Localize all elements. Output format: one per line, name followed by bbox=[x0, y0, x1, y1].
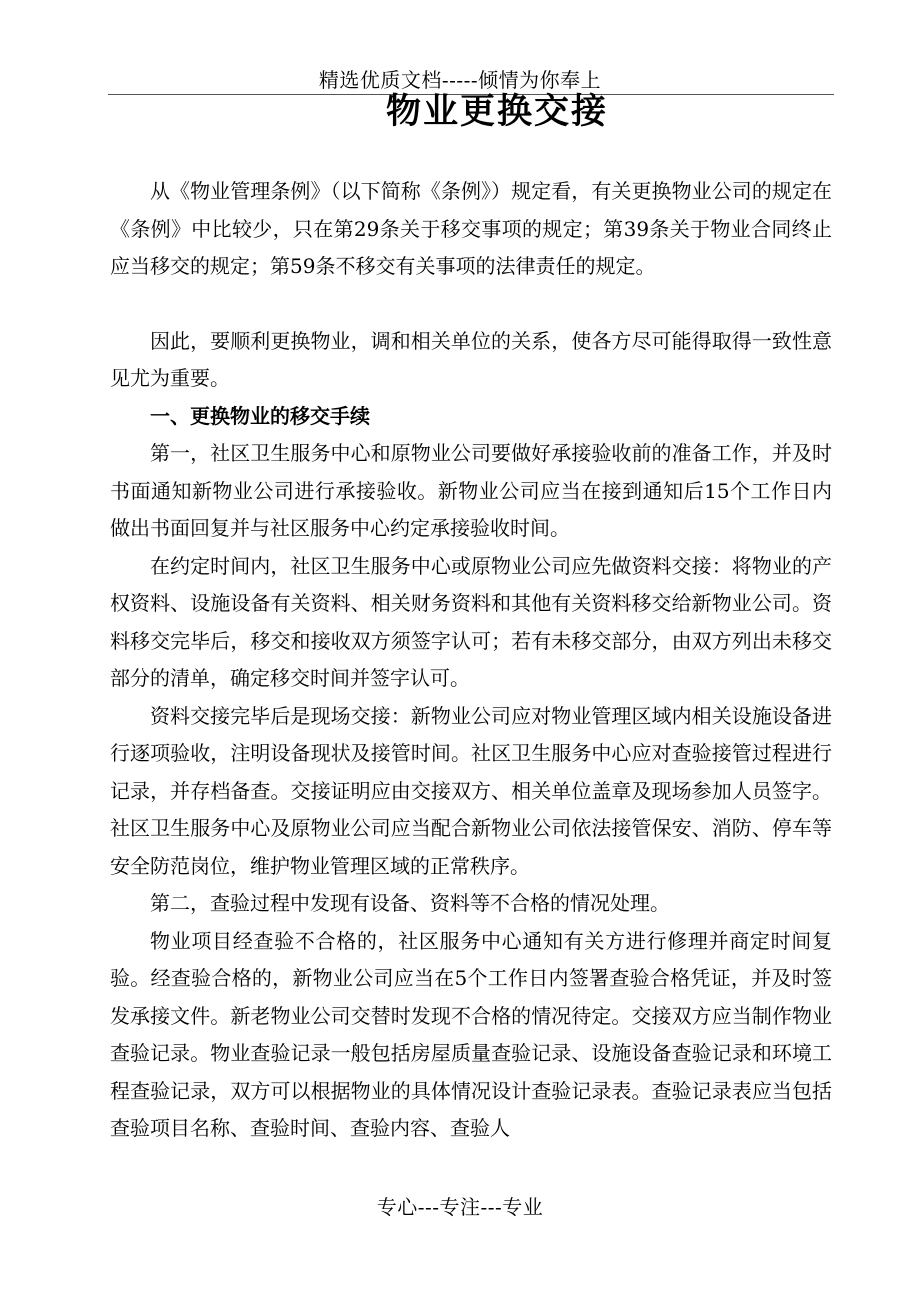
page-header: 精选优质文档-----倾情为你奉上 bbox=[318, 68, 602, 92]
paragraph-importance: 因此，要顺利更换物业，调和相关单位的关系，使各方尽可能得取得一致性意见尤为重要。 bbox=[110, 328, 832, 390]
document-body bbox=[110, 173, 832, 1148]
section-heading: 一、更换物业的移交手续 bbox=[150, 403, 370, 428]
paragraph-site-handover: 资料交接完毕后是现场交接：新物业公司应对物业管理区域内相关设施设备进行逐项验收，注明设备现状及接管时间。社区卫生服务中心应对查验接管过程进行记录，并存档备查。交接证明应由交接双方、相关单位盖章及现场参加人员签字。社区卫生服务中心及原物业公司应当配合新物业公司依法接管保安、消防、停车等安全防范岗位，维护物业管理区域的正常秩序。 bbox=[110, 703, 832, 878]
page-footer: 专心---专注---专业 bbox=[376, 1195, 544, 1219]
paragraph-step-one: 第一，社区卫生服务中心和原物业公司要做好承接验收前的准备工作，并及时书面通知新物业公司进行承接验收。新物业公司应当在接到通知后15个工作日内做出书面回复并与社区服务中心约定承接验收时间。 bbox=[110, 441, 832, 540]
paragraph-inspection: 物业项目经查验不合格的，社区服务中心通知有关方进行修理并商定时间复验。经查验合格的，新物业公司应当在5个工作日内签署查验合格凭证，并及时签发承接文件。新老物业公司交替时发现不合格的情况待定。交接双方应当制作物业查验记录。物业查验记录一般包括房屋质量查验记录、设施设备查验记录和环境工程查验记录，双方可以根据物业的具体情况设计查验记录表。查验记录表应当包括查验项目名称、查验时间、查验内容、查验人 bbox=[110, 928, 832, 1140]
paragraph-intro: 从《物业管理条例》（以下简称《条例》）规定看，有关更换物业公司的规定在《条例》中比较少，只在第29条关于移交事项的规定；第39条关于物业合同终止应当移交的规定；第59条不移交有关事项的法律责任的规定。 bbox=[110, 179, 832, 278]
paragraph-document-handover: 在约定时间内，社区卫生服务中心或原物业公司应先做资料交接：将物业的产权资料、设施设备有关资料、相关财务资料和其他有关资料移交给新物业公司。资料移交完毕后，移交和接收双方须签字认可；若有未移交部分，由双方列出未移交部分的清单，确定移交时间并签字认可。 bbox=[110, 553, 832, 690]
paragraph-step-two: 第二，查验过程中发现有设备、资料等不合格的情况处理。 bbox=[150, 891, 670, 915]
document-title: 物业更换交接 bbox=[385, 91, 608, 132]
